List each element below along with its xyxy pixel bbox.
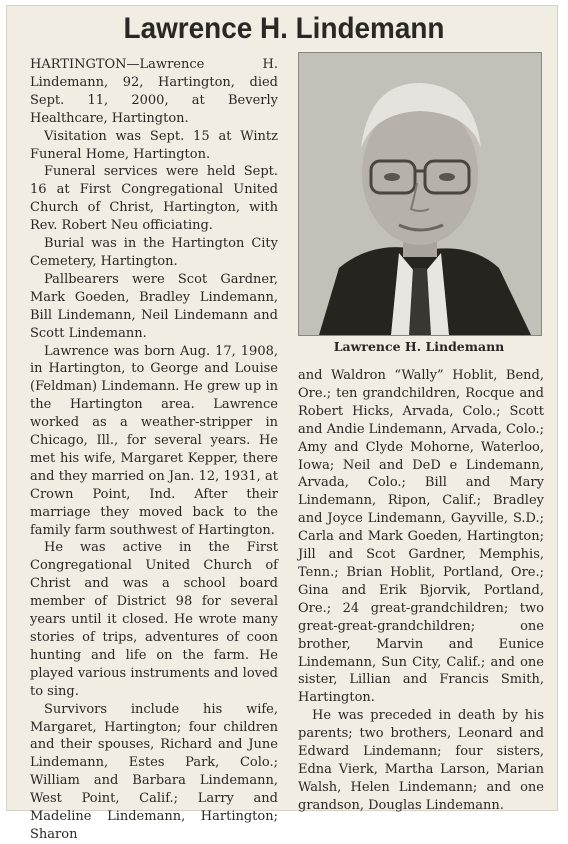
paragraph-biography: Lawrence was born Aug. 17, 1908, in Hartington, to George and Louise (Feldman) Lindemann. He grew up in the Hartington area. Lawrence worked as a weather-stripper in Chicago, Ill., for several years. He met his wife, Margaret Kepper, there and they married on Jan. 12, 1931, at Crown Point, Ind. After their marriage they moved back to the family farm southwest of Hartington.: [30, 343, 278, 538]
paragraph-activities: He was active in the First Congregational United Church of Christ and was a school board member of District 98 for several years until it closed. He wrote many stories of trips, adventures of coon hunting and life on the farm. He played various instruments and loved to sing.: [30, 540, 278, 699]
left-column: [30, 56, 278, 844]
right-column: [298, 367, 544, 815]
obituary-headline: Lawrence H. Lindemann: [123, 12, 445, 45]
paragraph-pallbearers: Pallbearers were Scot Gardner, Mark Goeden, Bradley Lindemann, Bill Lindemann, Neil Lindemann and Scott Lindemann.: [30, 271, 278, 341]
paragraph-survivors-continued: and Waldron “Wally” Hoblit, Bend, Ore.; ten grandchildren, Rocque and Robert Hicks, Arvada, Colo.; Scott and Andie Lindemann, Arvada, Colo.; Amy and Clyde Mohorne, Waterloo, Iowa; Neil and DeD e Lindemann, Arvada, Colo.; Bill and Mary Lindemann, Ripon, Calif.; Bradley and Joyce Lindemann, Gayville, S.D.; Carla and Mark Goeden, Hartington; Jill and Scot Gardner, Memphis, Tenn.; Brian Hoblit, Portland, Ore.; Gina and Erik Bjorvik, Portland, Ore.; 24 great-grandchildren; two great-great-grandchildren; one brother, Marvin and Eunice Lindemann, Sun City, Calif.; and one sister, Lillian and Francis Smith, Hartington.: [298, 368, 544, 706]
paragraph-visitation: Visitation was Sept. 15 at Wintz Funeral Home, Hartington.: [30, 128, 278, 162]
paragraph-death: HARTINGTON—Lawrence H. Lindemann, 92, Hartington, died Sept. 11, 2000, at Beverly Healthcare, Hartington.: [30, 57, 278, 126]
portrait-photo: [298, 52, 542, 336]
photo-caption: Lawrence H. Lindemann: [333, 339, 505, 354]
paragraph-funeral: Funeral services were held Sept. 16 at First Congregational United Church of Christ, Hartington, with Rev. Robert Neu officiating.: [30, 164, 278, 234]
paragraph-survivors: Survivors include his wife, Margaret, Hartington; four children and their spouses, Richard and June Lindemann, Estes Park, Colo.; William and Barbara Lindemann, West Point, Calif.; Larry and Madeline Lindemann, Hartington; Sharon: [30, 701, 278, 842]
paragraph-preceded: He was preceded in death by his parents; two brothers, Leonard and Edward Lindemann; four sisters, Edna Vierk, Martha Larson, Marian Walsh, Helen Lindemann; and one grandson, Douglas Lindemann.: [298, 708, 544, 813]
paragraph-burial: Burial was in the Hartington City Cemetery, Hartington.: [30, 236, 278, 269]
